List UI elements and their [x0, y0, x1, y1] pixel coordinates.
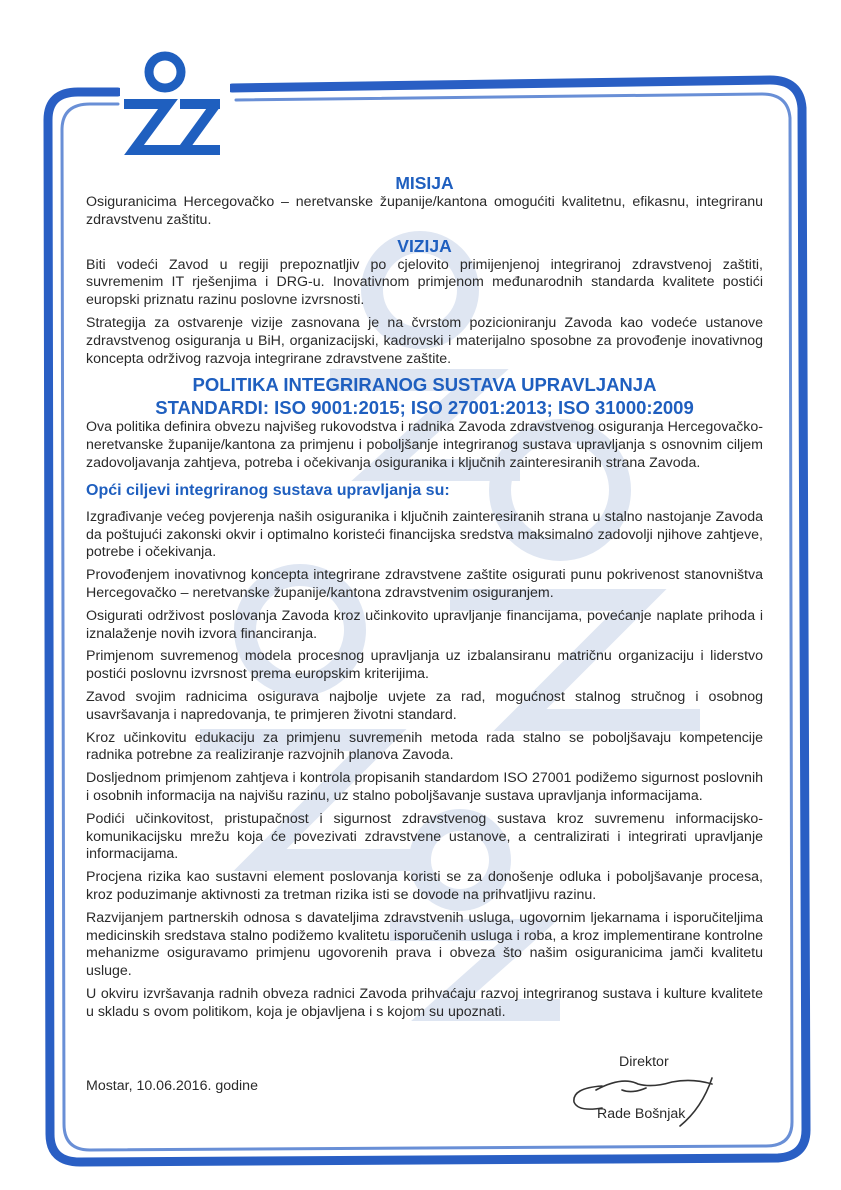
- cilj-item: U okviru izvršavanja radnih obveza radnici Zavoda prihvaćaju razvoj integriranog sustava i kulture kvalitete u skladu s ovom politikom, koja je objavljena i s kojom su upoznati.: [86, 985, 763, 1020]
- cilj-item: Kroz učinkovitu edukaciju za primjenu suvremenih metoda rada stalno se poboljšavaju kompetencije radnika potrebne za realiziranje razvojnih planova Zavoda.: [86, 729, 763, 764]
- misija-text: Osiguranicima Hercegovačko – neretvanske županije/kantona omogućiti kvalitetnu, efikasnu, integriranu zdravstvenu zaštitu.: [86, 194, 763, 228]
- cilj-item: Razvijanjem partnerskih odnosa s davateljima zdravstvenih usluga, ugovornim ljekarnama i isporučiteljima medicinskih sredstava stalno podižemo kvalitetu isporučenih usluga i roba, a kroz implementirane kontrolne mehanizme osiguravamo primjenu ugovorenih prava i obveza što našim osiguranicima jamči kvalitetu usluge.: [86, 909, 763, 980]
- vizija-paragraph: Biti vodeći Zavod u regiji prepoznatljiv po cjelovito primijenjenoj integriranoj zdravstvenoj zaštiti, suvremenim IT rješenjima i DRG-u. Inovativnom primjenom međunarodnih standarda kvalitete postići europski priznatu razinu poslovne izvrsnosti.: [86, 256, 763, 309]
- document-body: [86, 172, 763, 1026]
- cilj-item: Zavod svojim radnicima osigurava najbolje uvjete za rad, mogućnost stalnog stručnog i osobnog usavršavanja i napredovanja, te primjeren životni standard.: [86, 688, 763, 723]
- zavod-logo-icon: [120, 48, 230, 164]
- vizija-paragraph: Strategija za ostvarenje vizije zasnovana je na čvrstom pozicioniranju Zavoda kao vodeće ustanove zdravstvenog osiguranja u BiH, organizacijski, kadrovski i materijalno sposobne za provođenje inovativnog koncepta održivog razvoja integrirane zdravstvene zaštite.: [86, 314, 763, 367]
- politika-intro: Ova politika definira obvezu najvišeg rukovodstva i radnika Zavoda zdravstvenog osiguranja Hercegovačko-neretvanske županije/kantona za primjenu i poboljšanje integriranog sustava upravljanja s osnovnim ciljem zadovoljavanja zahtjeva, potreba i očekivanja osiguranika i ključnih zainteresiranih strana Zavoda.: [86, 419, 763, 471]
- cilj-item: Provođenjem inovativnog koncepta integrirane zdravstvene zaštite osigurati punu pokrivenost stanovništva Hercegovačko – neretvanske županije/kantona zdravstvenim osiguranjem.: [86, 567, 763, 601]
- cilj-item: Osigurati održivost poslovanja Zavoda kroz učinkovito upravljanje financijama, povećanje naplate prihoda i iznalaženje novih izvora financiranja.: [86, 607, 763, 642]
- director-title: Direktor: [619, 1054, 669, 1070]
- cilj-item: Procjena rizika kao sustavni element poslovanja koristi se za donošenje odluka i poboljšavanje procesa, kroz poduzimanje aktivnosti za tretman rizika isti se dovode na prihvatljivu razinu.: [86, 869, 763, 903]
- document-date: Mostar, 10.06.2016. godine: [86, 1078, 258, 1094]
- politika-heading: POLITIKA INTEGRIRANOG SUSTAVA UPRAVLJANJA: [192, 374, 657, 396]
- standardi-heading: STANDARDI: ISO 9001:2015; ISO 27001:2013; ISO 31000:2009: [155, 397, 694, 419]
- cilj-item: Izgrađivanje većeg povjerenja naših osiguranika i ključnih zainteresiranih strana u stalno nastojanje Zavoda da poštujući zakonski okvir i optimalno koristeći financijska sredstva maksimalno zadovolji njihove zahtjeve, potrebe i očekivanja.: [86, 508, 763, 561]
- cilj-item: Podići učinkovitost, pristupačnost i sigurnost zdravstvenog sustava kroz suvremenu informacijsko-komunikacijsku mrežu koja će povezivati zdravstvene ustanove, a centralizirati i integrirati upravljanje informacijama.: [86, 810, 763, 863]
- misija-heading: MISIJA: [395, 173, 454, 193]
- director-name: Rade Bošnjak: [597, 1106, 686, 1122]
- ciljevi-heading: Opći ciljevi integriranog sustava upravljanja su:: [86, 481, 450, 499]
- cilj-item: Dosljednom primjenom zahtjeva i kontrola propisanih standardom ISO 27001 podižemo sigurnost poslovnih i osobnih informacija na najvišu razinu, uz stalno poboljšavanje sustava upravljanja informacijama.: [86, 770, 763, 804]
- cilj-item: Primjenom suvremenog modela procesnog upravljanja uz izbalansiranu matričnu organizaciju i liderstvo postići poslovnu izvrsnost prema europskim kriterijima.: [86, 648, 763, 683]
- zavod-logo: [120, 48, 230, 164]
- vizija-heading: VIZIJA: [397, 235, 452, 256]
